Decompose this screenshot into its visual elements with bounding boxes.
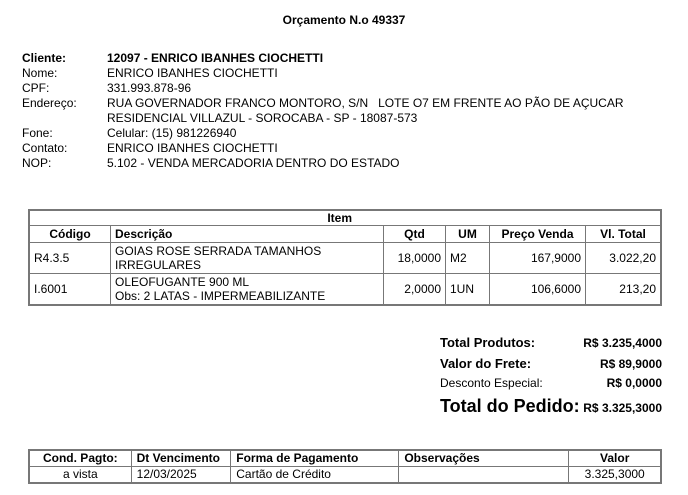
- items-header-row: [29, 226, 661, 243]
- cell-qtd: 2,0000: [384, 274, 446, 306]
- table-row: [29, 243, 661, 274]
- client-value: 12097 - ENRICO IBANHES CIOCHETTI: [107, 51, 324, 65]
- cell-observacoes: [399, 467, 569, 484]
- address-row-2: [22, 111, 624, 126]
- page-title: Orçamento N.o 49337: [282, 13, 406, 27]
- desconto-value: R$ 0,0000: [606, 376, 662, 390]
- cell-codigo: R4.3.5: [29, 243, 111, 274]
- cell-descricao: [111, 243, 384, 274]
- cell-total: 3.022,20: [586, 243, 662, 274]
- col-codigo: Código: [29, 226, 111, 243]
- address-row: [22, 96, 624, 111]
- desconto-row: [440, 376, 662, 396]
- cell-codigo: I.6001: [29, 274, 111, 306]
- col-total: Vl. Total: [586, 226, 662, 243]
- col-preco: Preço Venda: [490, 226, 586, 243]
- desconto-label: Desconto Especial:: [440, 376, 543, 390]
- frete-row: [440, 356, 662, 376]
- col-descricao: Descrição: [111, 226, 384, 243]
- address-label-2: [22, 111, 107, 126]
- cell-preco: 167,9000: [490, 243, 586, 274]
- total-produtos-label: Total Produtos:: [440, 335, 536, 350]
- cell-forma-pagamento: Cartão de Crédito: [231, 467, 399, 484]
- table-row: [29, 274, 661, 306]
- descricao-line-2: IRREGULARES: [115, 258, 202, 272]
- cpf-row: [22, 81, 624, 96]
- col-observacoes: Observações: [399, 450, 569, 467]
- client-info: [22, 51, 624, 171]
- name-label: Nome:: [22, 66, 58, 80]
- total-produtos-value: R$ 3.235,4000: [583, 336, 662, 350]
- items-table: [28, 209, 662, 306]
- address-label: Endereço:: [22, 96, 77, 110]
- payment-table: [28, 449, 662, 484]
- name-row: [22, 66, 624, 81]
- nop-row: [22, 156, 624, 171]
- cell-um: M2: [446, 243, 490, 274]
- cell-um: 1UN: [446, 274, 490, 306]
- cell-qtd: 18,0000: [384, 243, 446, 274]
- name-value: ENRICO IBANHES CIOCHETTI: [107, 66, 278, 80]
- total-pedido-label: Total do Pedido:: [440, 396, 580, 416]
- contact-label: Contato:: [22, 141, 68, 155]
- col-dt-vencimento: Dt Vencimento: [131, 450, 231, 467]
- col-valor: Valor: [569, 450, 661, 467]
- frete-label: Valor do Frete:: [440, 356, 532, 371]
- nop-value: 5.102 - VENDA MERCADORIA DENTRO DO ESTADO: [107, 156, 400, 170]
- cpf-value: 331.993.878-96: [107, 81, 192, 95]
- phone-row: [22, 126, 624, 141]
- client-row: [22, 51, 624, 66]
- address-value-2: RESIDENCIAL VILLAZUL - SOROCABA - SP - 18087-573: [107, 111, 418, 125]
- frete-value: R$ 89,9000: [599, 357, 662, 371]
- total-pedido-row: [440, 396, 662, 417]
- cell-descricao: [111, 274, 384, 306]
- descricao-line-1: GOIAS ROSE SERRADA TAMANHOS: [115, 244, 322, 258]
- descricao-line-2: Obs: 2 LATAS - IMPERMEABILIZANTE: [115, 289, 326, 303]
- client-label: Cliente:: [22, 51, 67, 65]
- totals-block: [440, 335, 662, 417]
- col-um: UM: [446, 226, 490, 243]
- contact-row: [22, 141, 624, 156]
- address-value: RUA GOVERNADOR FRANCO MONTORO, S/N LOTE O7 EM FRENTE AO PÃO DE AÇUCAR: [107, 96, 624, 110]
- cell-total: 213,20: [586, 274, 662, 306]
- total-produtos-row: [440, 335, 662, 356]
- nop-label: NOP:: [22, 156, 52, 170]
- col-cond-pagto: Cond. Pagto:: [29, 450, 131, 467]
- descricao-line-1: OLEOFUGANTE 900 ML: [115, 275, 250, 289]
- phone-label: Fone:: [22, 126, 53, 140]
- phone-value: Celular: (15) 981226940: [107, 126, 237, 140]
- table-row: [29, 467, 661, 484]
- col-forma-pagamento: Forma de Pagamento: [231, 450, 399, 467]
- items-group-header-row: [29, 210, 661, 226]
- payment-header-row: [29, 450, 661, 467]
- items-group-header: Item: [29, 210, 661, 226]
- total-pedido-value: R$ 3.325,3000: [583, 401, 662, 415]
- cell-valor: 3.325,3000: [569, 467, 661, 484]
- cell-cond-pagto: a vista: [29, 467, 131, 484]
- contact-value: ENRICO IBANHES CIOCHETTI: [107, 141, 278, 155]
- col-qtd: Qtd: [384, 226, 446, 243]
- cell-preco: 106,6000: [490, 274, 586, 306]
- cpf-label: CPF:: [22, 81, 50, 95]
- cell-dt-vencimento: 12/03/2025: [131, 467, 231, 484]
